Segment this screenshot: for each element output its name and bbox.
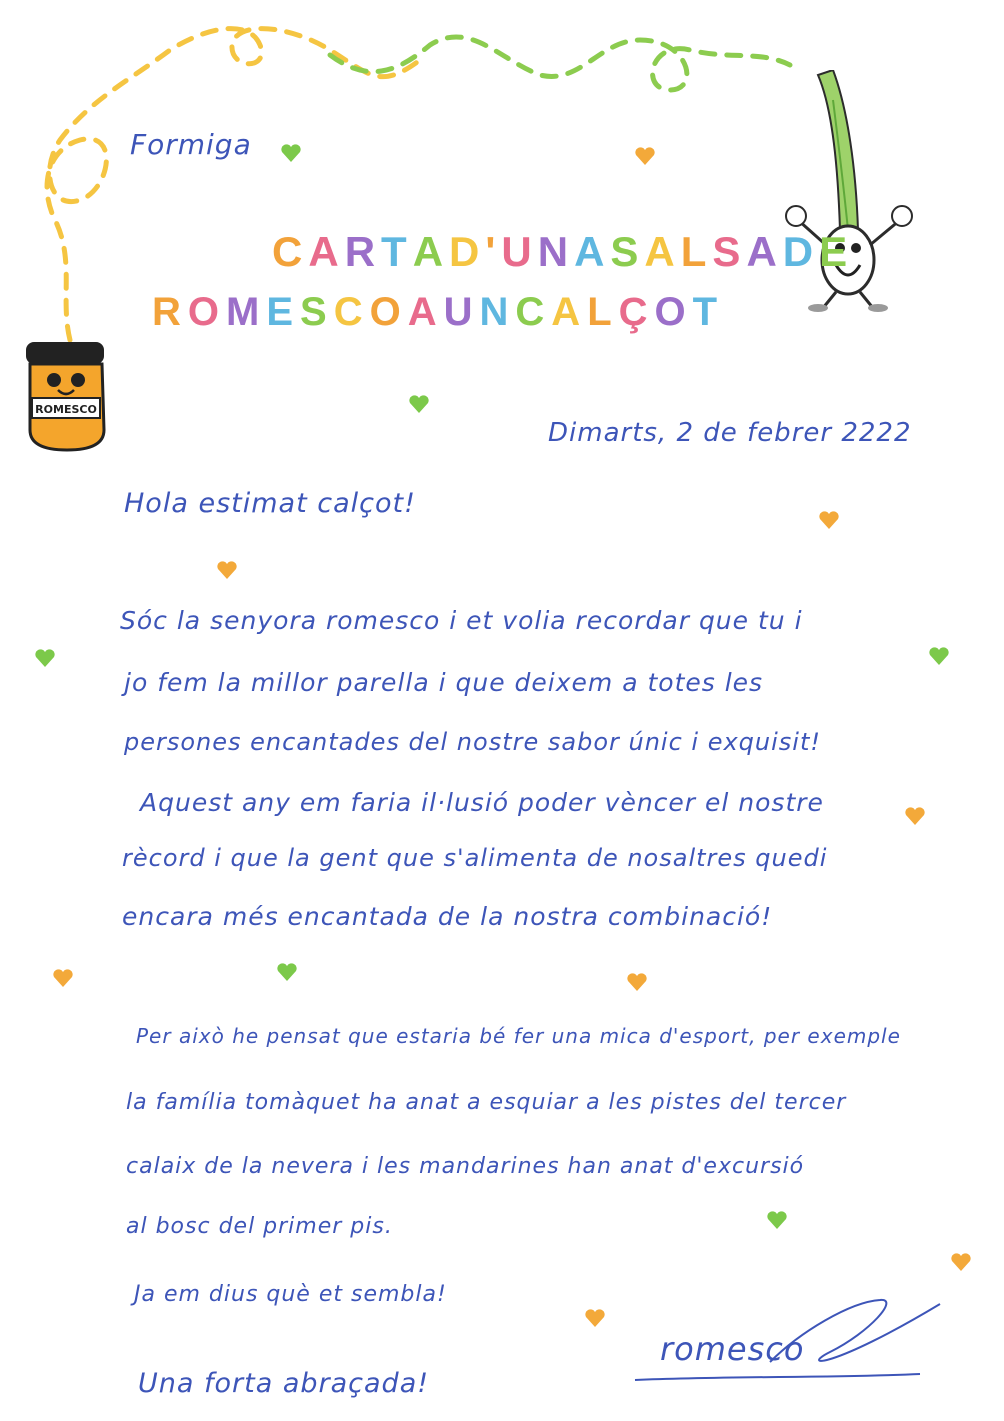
greeting: Hola estimat calçot!	[124, 488, 416, 519]
paragraph-1-line: Sóc la senyora romesco i et volia recordar que tu i	[120, 606, 803, 635]
orange-heart-icon	[52, 968, 74, 988]
letter-title-line-2: ROMESCOAUNCALÇOT	[152, 290, 725, 334]
green-heart-icon	[766, 1210, 788, 1230]
letter-date: Dimarts, 2 de febrer 2222	[548, 418, 912, 448]
orange-heart-icon	[904, 806, 926, 826]
orange-heart-icon	[818, 510, 840, 530]
paragraph-1-line: Aquest any em faria il·lusió poder vèncer el nostre	[140, 788, 824, 817]
signature-flourish	[630, 1292, 950, 1387]
romesco-jar-illustration	[22, 340, 112, 455]
orange-heart-icon	[634, 146, 656, 166]
green-heart-icon	[928, 646, 950, 666]
letter-title-line-1: CARTAD'UNASALSADE	[272, 228, 854, 275]
orange-heart-icon	[216, 560, 238, 580]
paragraph-1-line: persones encantades del nostre sabor únic i exquisit!	[124, 728, 821, 756]
orange-heart-icon	[584, 1308, 606, 1328]
paragraph-2-line: calaix de la nevera i les mandarines han anat d'excursió	[126, 1154, 805, 1179]
orange-heart-icon	[950, 1252, 972, 1272]
paragraph-1-line: rècord i que la gent que s'alimenta de nosaltres quedi	[122, 844, 828, 872]
jar-label: ROMESCO	[35, 403, 97, 416]
sender-name: Formiga	[130, 128, 252, 161]
paragraph-1-line: jo fem la millor parella i que deixem a totes les	[124, 668, 764, 697]
signature: romesco	[660, 1330, 805, 1368]
calcot-character-illustration	[778, 70, 928, 315]
paragraph-2-line: la família tomàquet ha anat a esquiar a les pistes del tercer	[126, 1090, 847, 1115]
paragraph-2-line: Ja em dius què et sembla!	[134, 1282, 447, 1307]
green-heart-icon	[34, 648, 56, 668]
paragraph-2-line: Per això he pensat que estaria bé fer una mica d'esport, per exemple	[136, 1024, 901, 1048]
closing: Una forta abraçada!	[138, 1368, 430, 1399]
green-heart-icon	[280, 143, 302, 163]
green-heart-icon	[276, 962, 298, 982]
paragraph-2-line: al bosc del primer pis.	[126, 1214, 393, 1239]
orange-heart-icon	[626, 972, 648, 992]
green-heart-icon	[408, 394, 430, 414]
paragraph-1-line: encara més encantada de la nostra combinació!	[122, 902, 773, 931]
